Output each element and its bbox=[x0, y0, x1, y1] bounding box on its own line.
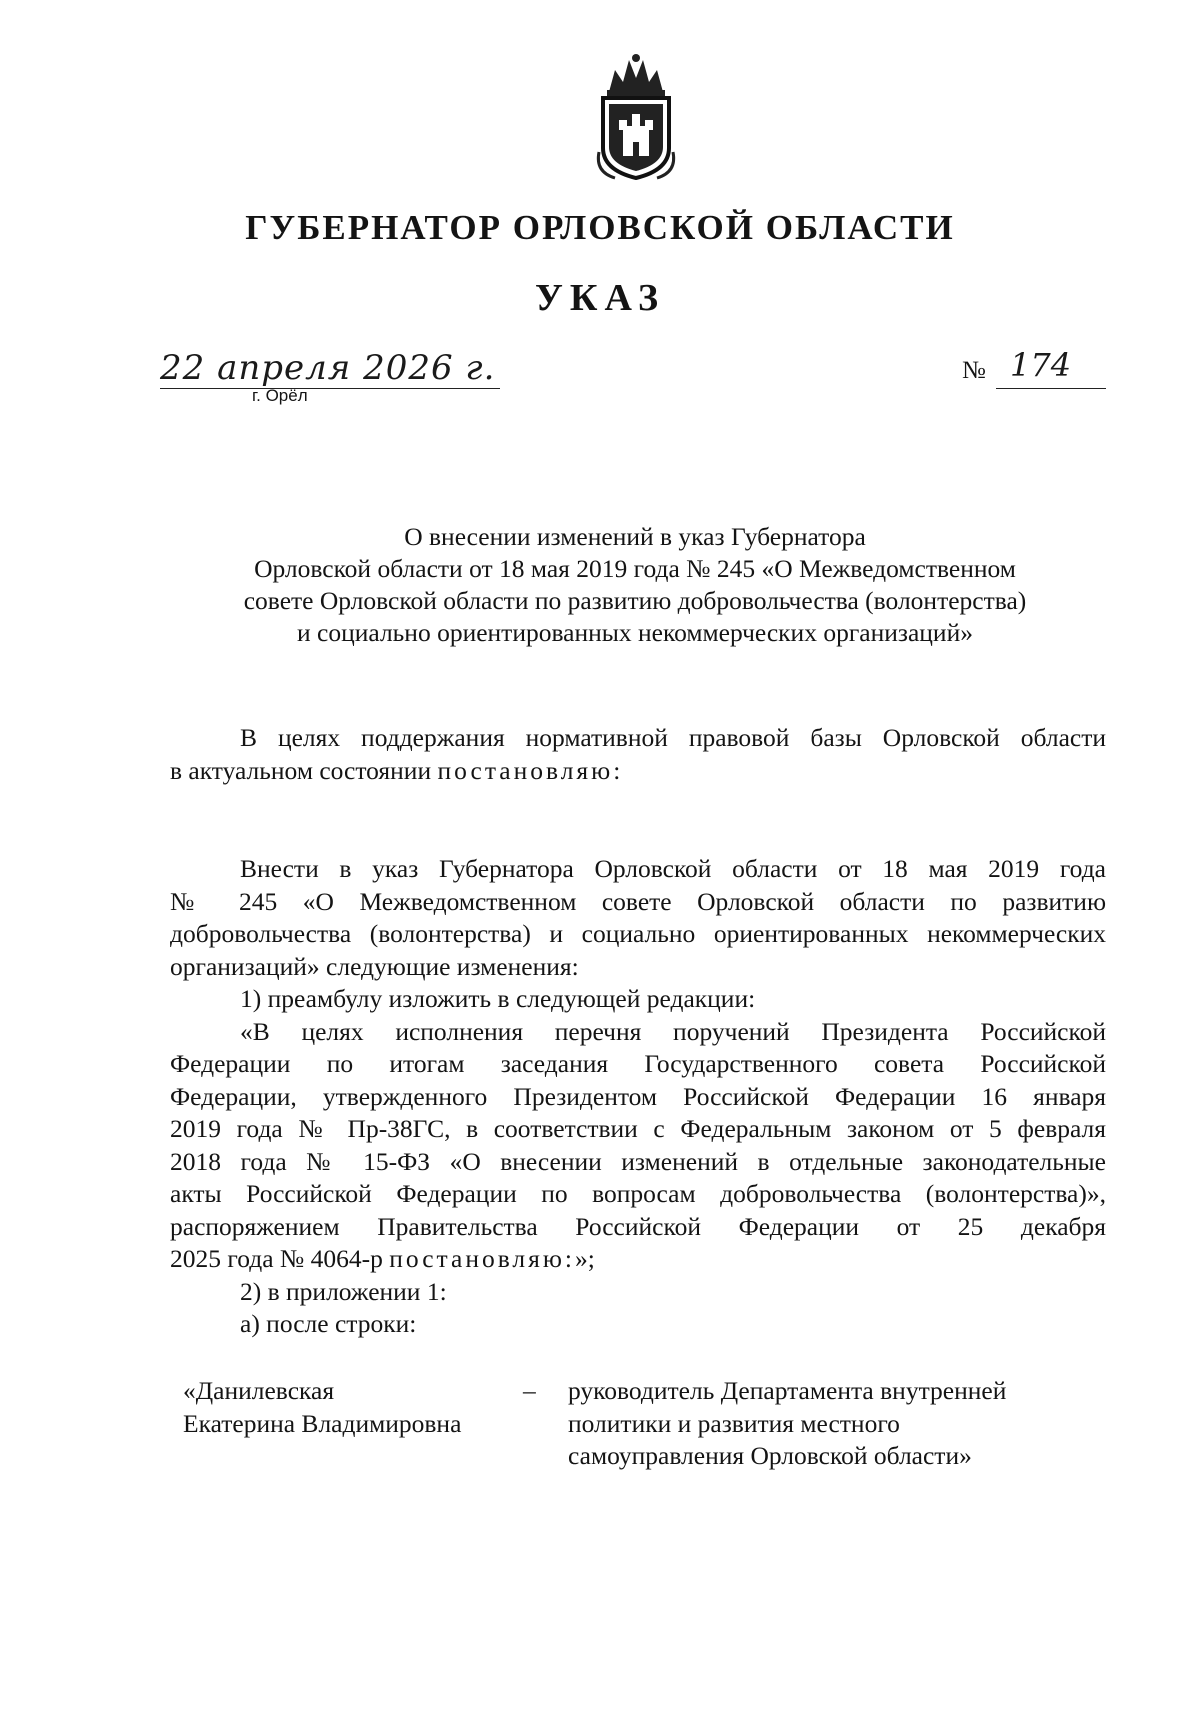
preamble-text: в актуальном состоянии bbox=[170, 755, 432, 785]
preamble-line bbox=[170, 755, 1106, 788]
member-position-line: руководитель Департамента внутренней bbox=[568, 1376, 1007, 1405]
quote-line: Федерации, утвержденного Президентом Российской Федерации 16 января bbox=[170, 1081, 1106, 1111]
number-underline bbox=[996, 388, 1106, 389]
decree-keyword: постановляю: bbox=[389, 1244, 576, 1273]
subject-line: Орловской области от 18 мая 2019 года № 245 «О Межведомственном bbox=[254, 554, 1016, 583]
subject-line: и социально ориентированных некоммерческих организаций» bbox=[297, 618, 973, 647]
authority-title: ГУБЕРНАТОР ОРЛОВСКОЙ ОБЛАСТИ bbox=[245, 208, 955, 247]
body-line: Внести в указ Губернатора Орловской области от 18 мая 2019 года bbox=[240, 854, 1106, 883]
decree-keyword: постановляю: bbox=[437, 755, 624, 785]
member-position-line: самоуправления Орловской области» bbox=[568, 1441, 972, 1470]
number-sign: № bbox=[962, 357, 986, 384]
preamble bbox=[170, 722, 1106, 787]
quote-line: 2019 года № Пр-38ГС, в соответствии с Федеральным законом от 5 февраля bbox=[170, 1114, 1106, 1143]
body-line: № 245 «О Межведомственном совете Орловской области по развитию bbox=[170, 886, 1106, 916]
preamble-line: В целях поддержания нормативной правовой базы Орловской области bbox=[240, 723, 1106, 752]
member-name-line: «Данилевская bbox=[183, 1376, 335, 1405]
city: г. Орёл bbox=[252, 386, 308, 405]
document-subject bbox=[170, 521, 1100, 649]
member-position bbox=[568, 1375, 1088, 1473]
handwritten-date: 22 апреля 2026 г. bbox=[160, 348, 496, 388]
subject-line: совете Орловской области по развитию добровольчества (волонтерства) bbox=[243, 586, 1027, 615]
document-type: УКАЗ bbox=[535, 277, 665, 319]
member-name bbox=[183, 1375, 513, 1440]
member-position-line: политики и развития местного bbox=[568, 1408, 900, 1438]
quote-line bbox=[170, 1243, 1106, 1276]
member-name-line: Екатерина Владимировна bbox=[183, 1408, 462, 1438]
quote-line: распоряжением Правительства Российской Федерации от 25 декабря bbox=[170, 1211, 1106, 1241]
body-line: организаций» следующие изменения: bbox=[170, 951, 579, 981]
subject-line: О внесении изменений в указ Губернатора bbox=[404, 522, 866, 551]
coat-of-arms-icon bbox=[589, 52, 683, 182]
item-2a: а) после строки: bbox=[240, 1309, 417, 1338]
quote-line: «В целях исполнения перечня поручений Президента Российской bbox=[240, 1016, 1106, 1046]
handwritten-number: 174 bbox=[1010, 346, 1072, 384]
item-2: 2) в приложении 1: bbox=[240, 1276, 447, 1306]
item-1: 1) преамбулу изложить в следующей редакции: bbox=[240, 984, 756, 1013]
body-line: добровольчества (волонтерства) и социально ориентированных некоммерческих bbox=[170, 919, 1106, 948]
member-dash: – bbox=[523, 1376, 536, 1405]
date-underline bbox=[160, 388, 500, 389]
quote-line: акты Российской Федерации по вопросам добровольчества (волонтерства)», bbox=[170, 1179, 1106, 1208]
quote-text: 2025 года № 4064-р bbox=[170, 1244, 383, 1273]
decree-body bbox=[170, 853, 1106, 1341]
quote-line: 2018 года № 15-ФЗ «О внесении изменений в отдельные законодательные bbox=[170, 1146, 1106, 1176]
quote-line: Федерации по итогам заседания Государственного совета Российской bbox=[170, 1049, 1106, 1078]
quote-end: »; bbox=[575, 1244, 595, 1273]
